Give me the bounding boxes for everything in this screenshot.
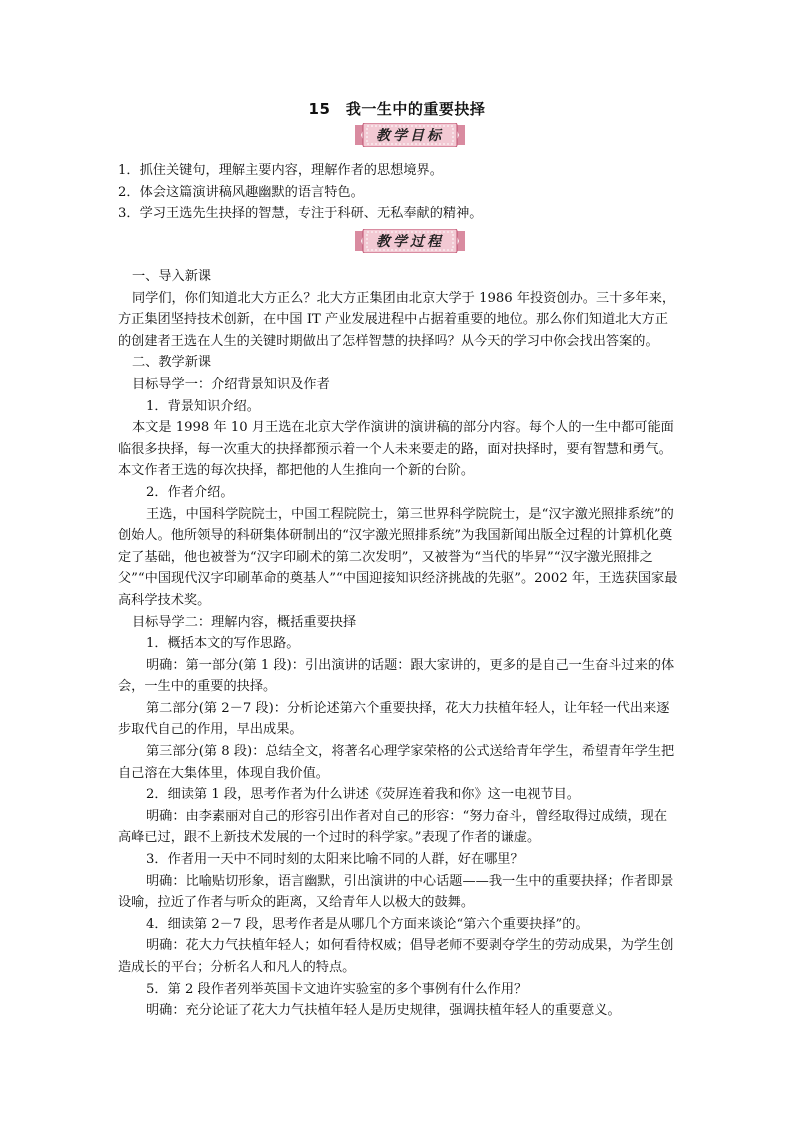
goal-item: 2．体会这篇演讲稿风趣幽默的语言特色。: [118, 184, 364, 200]
section-heading: 一、导入新课: [132, 269, 212, 284]
paragraph: 明确：第一部分(第 1 段)：引出演讲的话题：跟大家讲的，更多的是自己一生奋斗过来的体会，一生中的重要的抉择。: [118, 657, 675, 695]
goals-list: [118, 160, 678, 225]
paragraph: 明确：比喻贴切形象，语言幽默，引出演讲的中心话题——我一生中的重要抉择；作者即景设喻，拉近了作者与听众的距离，又给青年人以极大的鼓舞。: [118, 873, 674, 911]
item-heading: 1．背景知识介绍。: [146, 398, 260, 414]
item-heading: 4．细读第 2－7 段，思考作者是从哪几个方面来谈论“第六个重要抉择”的。: [146, 916, 589, 932]
section-heading: 二、教学新课: [132, 355, 212, 371]
process-banner: [355, 229, 465, 253]
goal-item: 3．学习王选先生抉择的智慧，专注于科研、无私奉献的精神。: [118, 206, 483, 222]
item-heading: 2．作者介绍。: [146, 484, 234, 500]
item-heading: 2．细读第 1 段，思考作者为什么讲述《荧屏连着我和你》这一电视节目。: [146, 787, 580, 803]
goals-banner-label: 教学目标: [376, 128, 444, 144]
paragraph: 第三部分(第 8 段)：总结全文，将著名心理学家荣格的公式送给青年学生，希望青年学生把自己溶在大集体里，体现自我价值。: [118, 744, 675, 781]
lesson-title: 15 我一生中的重要抉择: [308, 100, 486, 118]
item-heading: 1．概括本文的写作思路。: [146, 636, 300, 652]
item-heading: 5．第 2 段作者列举英国卡文迪许实验室的多个事例有什么作用？: [146, 981, 528, 997]
paragraph: 本文是 1998 年 10 月王选在北京大学作演讲的演讲稿的部分内容。每个人的一生中都可能面临很多抉择，每一次重大的抉择都预示着一个人未来要走的路，面对抉择时，要有智慧和勇气。本文作者王选的每次抉择，都把他的人生推向一个新的台阶。: [118, 420, 674, 479]
item-heading: 3．作者用一天中不同时刻的太阳来比喻不同的人群，好在哪里？: [146, 852, 524, 868]
process-body: [118, 266, 678, 1022]
subsection-heading: 目标导学二：理解内容，概括重要抉择: [132, 614, 357, 630]
paragraph: 同学们，你们知道北大方正么？北大方正集团由北京大学于 1986 年投资创办。三十多年来，方正集团坚持技术创新，在中国 IT 产业发展进程中占据着重要的地位。那么你们知道北大方正的创建者王选在人生的关键时期做出了怎样智慧的抉择吗？从今天的学习中你会找出答案的。: [118, 290, 676, 349]
paragraph: 明确：充分论证了花大力气扶植年轻人是历史规律，强调扶植年轻人的重要意义。: [146, 1003, 621, 1019]
subsection-heading: 目标导学一：介绍背景知识及作者: [132, 376, 330, 392]
goal-item: 1．抓住关键句，理解主要内容，理解作者的思想境界。: [118, 163, 443, 178]
process-banner-label: 教学过程: [376, 234, 444, 250]
goals-banner: [355, 123, 465, 147]
paragraph: 王选，中国科学院院士，中国工程院院士，第三世界科学院院士，是“汉字激光照排系统”的创始人。他所领导的科研集体研制出的“汉字激光照排系统”为我国新闻出版全过程的计算机化奠定了基础，他也被誉为“汉字印刷术的第二次发明”，又被誉为“当代的毕昇”“汉字激光照排之父”“中国现代汉字印刷革命的奠基人”“中国迎接知识经济挑战的先驱”。2002 年，王选获国家最高科学技术奖。: [118, 506, 678, 608]
paragraph: 第二部分(第 2－7 段)：分析论述第六个重要抉择，花大力扶植年轻人，让年轻一代出来逐步取代自己的作用，早出成果。: [118, 700, 670, 738]
paragraph: 明确：由李素丽对自己的形容引出作者对自己的形容：“努力奋斗，曾经取得过成绩，现在高峰已过，跟不上新技术发展的一个过时的科学家。”表现了作者的谦虚。: [118, 808, 668, 846]
paragraph: 明确：花大力气扶植年轻人；如何看待权威；倡导老师不要剥夺学生的劳动成果，为学生创造成长的平台；分析名人和凡人的特点。: [118, 938, 674, 975]
